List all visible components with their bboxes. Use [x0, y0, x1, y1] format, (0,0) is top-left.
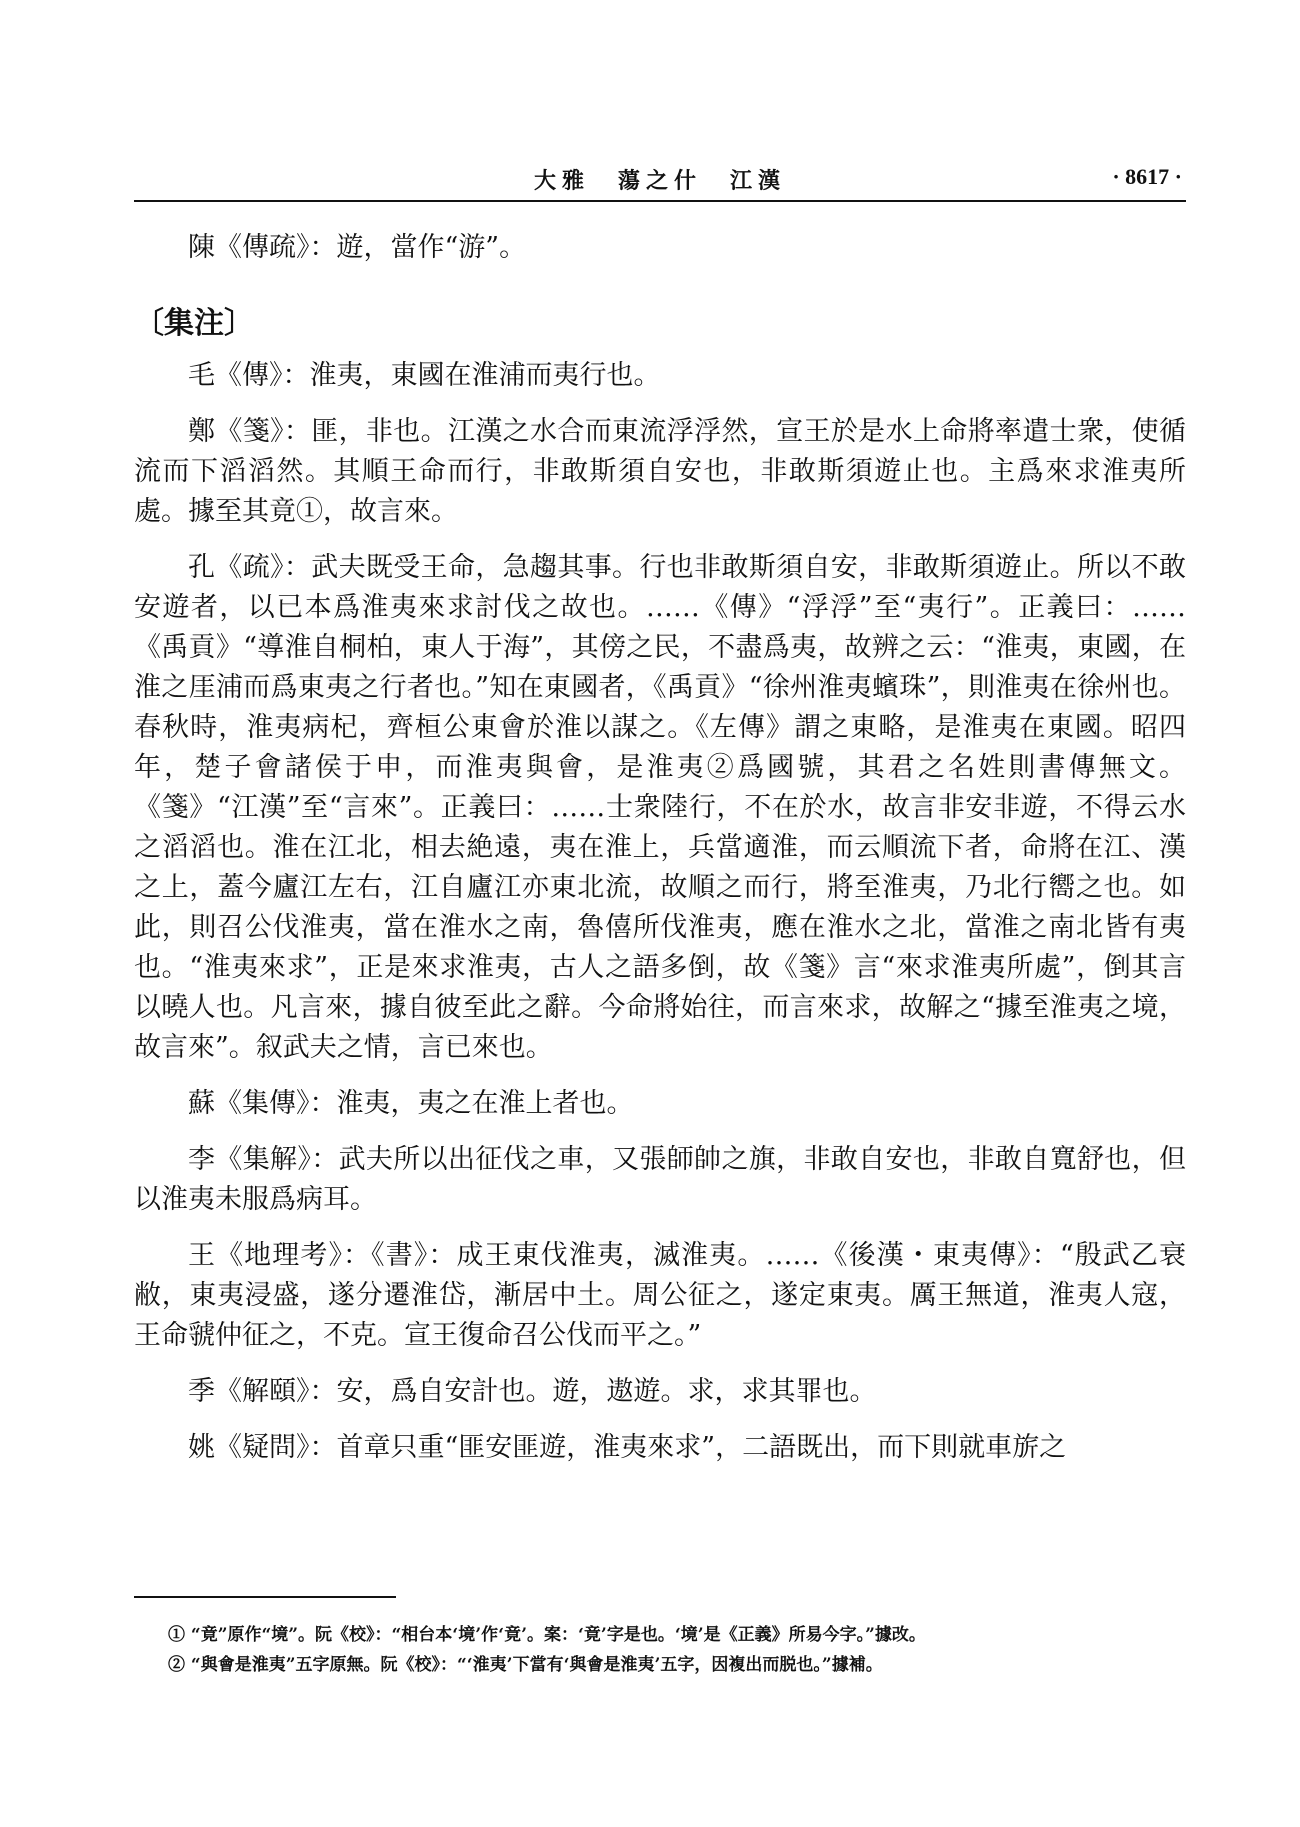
section-heading: 〔集注〕: [134, 306, 254, 341]
page-number: · 8617 ·: [1112, 164, 1182, 189]
intro-line: 陳《傳疏》：遊，當作“游”。: [188, 232, 527, 263]
body-text: [134, 228, 1186, 1468]
commentary-paragraph: 季《解頤》：安，爲自安計也。遊，遨遊。求，求其罪也。: [188, 1376, 877, 1407]
running-head-title: 大雅 蕩之什 江漢: [533, 168, 786, 194]
commentary-paragraph: 王《地理考》：《書》：成王東伐淮夷，滅淮夷。……《後漢・東夷傳》：“殷武乙衰敝，東夷浸盛，遂分遷淮岱，漸居中土。周公征之，遂定東夷。厲王無道，淮夷人寇，王命虢仲征之，不克。宣王復命召公伐而平之。”: [134, 1240, 1186, 1351]
commentary-paragraph: 鄭《箋》：匪，非也。江漢之水合而東流浮浮然，宣王於是水上命將率遣士衆，使循流而下滔滔然。其順王命而行，非敢斯須自安也，非敢斯須遊止也。主爲來求淮夷所處。據至其竟①，故言來。: [134, 416, 1186, 527]
commentary-paragraph: 姚《疑問》：首章只重“匪安匪遊，淮夷來求”，二語既出，而下則就車旂之: [188, 1432, 1067, 1463]
commentary-paragraph: 蘇《集傳》：淮夷，夷之在淮上者也。: [188, 1088, 634, 1119]
footnote-rule: [134, 1596, 396, 1598]
commentary-paragraph: 孔《疏》：武夫既受王命，急趨其事。行也非敢斯須自安，非敢斯須遊止。所以不敢安遊者，以已本爲淮夷來求討伐之故也。……《傳》“浮浮”至“夷行”。正義曰：……《禹貢》“導淮自桐柏，東人于海”，其傍之民，不盡爲夷，故辨之云：“淮夷，東國，在淮之厓浦而爲東夷之行者也。”知在東國者，《禹貢》“徐州淮夷蠙珠”，則淮夷在徐州也。春秋時，淮夷病杞，齊桓公東會於淮以謀之。《左傳》謂之東略，是淮夷在東國。昭四年，楚子會諸侯于申，而淮夷與會，是淮夷②爲國號，其君之名姓則書傳無文。《箋》“江漢”至“言來”。正義曰：……士衆陸行，不在於水，故言非安非遊，不得云水之滔滔也。淮在江北，相去絶遠，夷在淮上，兵當適淮，而云順流下者，命將在江、漢之上，蓋今廬江左右，江自廬江亦東北流，故順之而行，將至淮夷，乃北行嚮之也。如此，則召公伐淮夷，當在淮水之南，魯僖所伐淮夷，應在淮水之北，當淮之南北皆有夷也。“淮夷來求”，正是來求淮夷，古人之語多倒，故《箋》言“來求淮夷所處”，倒其言以曉人也。凡言來，據自彼至此之辭。今命將始往，而言來求，故解之“據至淮夷之境，故言來”。叙武夫之情，言已來也。: [134, 552, 1186, 1063]
footnotes: [134, 1620, 1186, 1680]
commentary-paragraph: 李《集解》：武夫所以出征伐之車，又張師帥之旗，非敢自安也，非敢自寬舒也，但以淮夷未服爲病耳。: [134, 1144, 1186, 1215]
commentary-paragraph: 毛《傳》：淮夷，東國在淮浦而夷行也。: [188, 360, 661, 391]
footnote-2: ② “與會是淮夷”五字原無。阮《校》：“‘淮夷’下當有‘與會是淮夷’五字，因複出而脱也。”據補。: [168, 1655, 883, 1675]
running-header: [134, 160, 1186, 202]
footnote-1: ① “竟”原作“境”。阮《校》：“相台本‘境’作‘竟’。案：‘竟’字是也。‘境’是《正義》所易今字。”據改。: [168, 1625, 926, 1645]
